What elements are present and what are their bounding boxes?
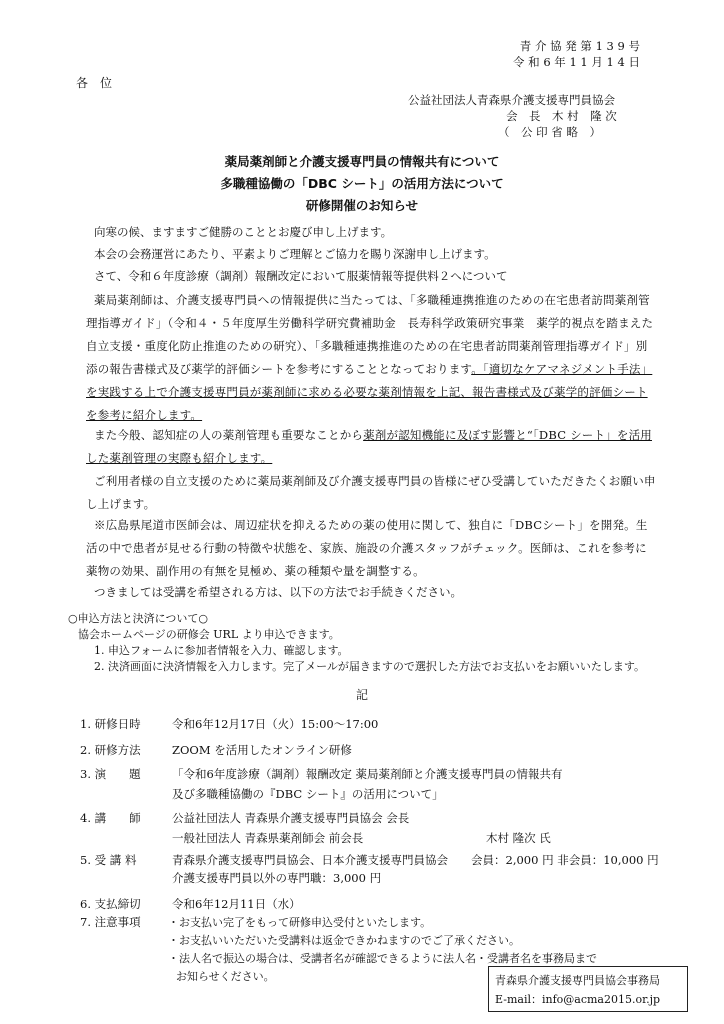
detail-value-lecturer: 公益社団法人 青森県介護支援専門員協会 会長 (172, 811, 410, 825)
detail-value-lecturer-2: 一般社団法人 青森県薬剤師会 前会長 (172, 831, 364, 845)
detail-value-topic: 「令和6年度診療（調剤）報酬改定 薬局薬剤師と介護支援専門員の情報共有 (172, 767, 563, 781)
procedure-paragraph: つきましては受講を希望される方は、以下の方法でお手続きください。 (94, 585, 462, 599)
issuer-president: 会 長 木 村 隆 次 (506, 109, 617, 123)
detail-label-method: 2. 研修方法 (80, 743, 141, 757)
apply-step-2: 2. 決済画面に決済情報を入力します。完了メールが届きますので選択した方法でお支払いをお願いいたします。 (94, 660, 646, 673)
detail-value-notes-3: ・法人名で振込の場合は、受講者名が確認できるように法人名・受講者名を事務局まで (168, 952, 597, 965)
title-line-2: 多職種協働の「DBC シート」の活用方法について (220, 176, 504, 191)
detail-value-notes-1: ・お支払い完了をもって研修申込受付といたします。 (168, 916, 432, 929)
detail-label-lecturer: 4. 講 師 (80, 811, 141, 825)
greeting-paragraph: 向寒の候、ますますご健勝のこととお慶び申し上げます。 (94, 225, 393, 239)
pharmacist-info-text: 薬局薬剤師は、介護支援専門員への情報提供に当たっては、「多職種連携推進のための在宅患者訪問薬剤管理指導ガイド」（令和４・５年度厚生労働科学研究費補助金 長寿科学政策研究事業 薬学的視点を踏まえた自立支援・重度化防止推進のための研究）、「多職種連携推進のための在宅患者訪問薬剤管理指導ガイド」別添の報告書様式及び薬学的評価シートを参考にすることとなっております (86, 293, 654, 376)
detail-value-method: ZOOM を活用したオンライン研修 (172, 743, 352, 757)
seal-omitted-note: （ 公 印 省 略 ） (498, 125, 601, 139)
title-line-1: 薬局薬剤師と介護支援専門員の情報共有について (224, 154, 500, 169)
title-line-3: 研修開催のお知らせ (305, 198, 419, 213)
detail-label-fee: 5. 受 講 料 (80, 853, 137, 867)
contact-office: 青森県介護支援専門員協会事務局 (495, 974, 660, 987)
contact-email: E-mail：info@acma2015.or.jp (495, 993, 661, 1006)
detail-label-notes: 7. 注意事項 (80, 915, 141, 929)
document-number: 青 介 協 発 第 1 3 9 号 (519, 39, 640, 53)
detail-label-deadline: 6. 支払締切 (80, 897, 141, 911)
detail-value-date: 令和6年12月17日（火）15:00～17:00 (172, 717, 379, 731)
detail-label-date: 1. 研修日時 (80, 717, 141, 731)
document-date: 令 和 6 年 1 1 月 1 4 日 (513, 55, 640, 69)
dementia-text: また今般、認知症の人の薬剤管理も重要なことから (94, 428, 364, 442)
dementia-underlined: 薬剤が認知機能に及ぼす影響と“「DBC シート」を活用した薬剤管理の実際も紹介します。 (86, 428, 652, 465)
detail-label-topic: 3. 演 題 (80, 767, 141, 781)
detail-value-notes-4: お知らせください。 (176, 970, 275, 983)
pharmacist-info-underlined: 。「適切なケアマネジメント手法」を実践する上で介護支援専門員が薬剤師に求める必要な薬剤情報を上記、報告書様式及び薬学的評価シートを参考に紹介します。 (86, 362, 653, 422)
detail-value-lecturer-name: 木村 隆次 氏 (486, 831, 551, 845)
detail-value-topic-2: 及び多職種協働の『DBC シート』の活用について」 (172, 787, 444, 801)
apply-step-1: 1. 申込フォームに参加者情報を入力、確認します。 (94, 644, 349, 657)
detail-value-notes-2: ・お支払いいただいた受講料は返金できかねますのでご了承ください。 (168, 934, 520, 947)
detail-value-fee: 青森県介護支援専門員協会、日本介護支援専門員協会 会員：2,000 円 非会員：10,000 円 (172, 853, 659, 867)
detail-value-deadline: 令和6年12月11日（水） (172, 897, 301, 911)
request-paragraph: ご利用者様の自立支援のために薬局薬剤師及び介護支援専門員の皆様にぜひ受講していただきたくお願い申し上げます。 (86, 474, 656, 511)
intro-paragraph: さて、令和６年度診療（調剤）報酬改定において服薬情報等提供料２へについて (94, 269, 508, 283)
issuer-organization: 公益社団法人青森県介護支援専門員協会 (408, 93, 615, 107)
thanks-paragraph: 本会の会務運営にあたり、平素よりご理解とご協力を賜り深謝申し上げます。 (94, 247, 496, 261)
apply-heading: ○申込方法と決済について○ (68, 612, 208, 625)
apply-description: 協会ホームページの研修会 URL より申込できます。 (78, 628, 340, 641)
pharmacist-info-paragraph (86, 289, 656, 427)
ki-marker: 記 (356, 688, 369, 702)
contact-box (488, 966, 688, 1012)
detail-value-fee-2: 介護支援専門員以外の専門職：3,000 円 (172, 871, 382, 885)
addressee: 各 位 (76, 76, 113, 90)
dbc-note-paragraph: ※広島県尾道市医師会は、周辺症状を抑えるための薬の使用に関して、独自に「DBCシート」を開発。生活の中で患者が見せる行動の特徴や状態を、家族、施設の介護スタッフがチェック。医師は、これを参考に薬物の効果、副作用の有無を見極め、薬の種類や量を調整する。 (86, 518, 648, 578)
dementia-paragraph (86, 424, 656, 470)
